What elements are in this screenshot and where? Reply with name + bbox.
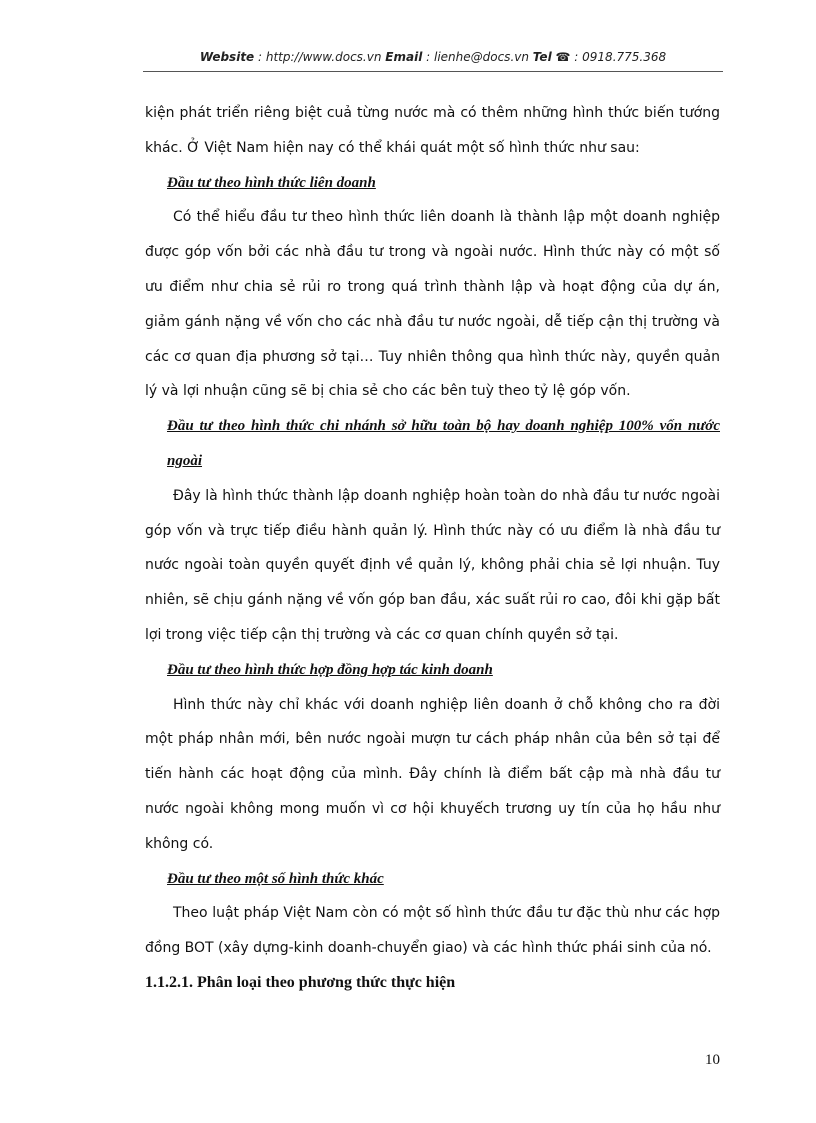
header-divider	[143, 71, 723, 72]
heading-wholly-owned: Đầu tư theo hình thức chi nhánh sở hữu toàn bộ hay doanh nghiệp 100% vốn nước ngoài	[167, 418, 720, 469]
heading-joint-venture: Đầu tư theo hình thức liên doanh	[167, 174, 376, 191]
page-number: 10	[705, 1052, 720, 1068]
phone-number: : 0918.775.368	[574, 50, 667, 64]
document-body	[145, 96, 720, 1001]
section-heading: 1.1.2.1. Phân loại theo phương thức thực hiện	[145, 973, 456, 991]
phone-icon: ☎	[555, 50, 571, 64]
paragraph-joint-venture: Có thể hiểu đầu tư theo hình thức liên doanh là thành lập một doanh nghiệp được góp vốn bởi các nhà đầu tư trong và ngoài nước. Hình thức này có một số ưu điểm như chia sẻ rủi ro trong quá trình thành lập và hoạt động của dự án, giảm gánh nặng về vốn cho các nhà đầu tư nước ngoài, dễ tiếp cận thị trường và các cơ quan địa phương sở tại… Tuy nhiên thông qua hình thức này, quyền quản lý và lợi nhuận cũng sẽ bị chia sẻ cho các bên tuỳ theo tỷ lệ góp vốn.	[145, 209, 720, 400]
paragraph-other-forms: Theo luật pháp Việt Nam còn có một số hình thức đầu tư đặc thù như các hợp đồng BOT (xây dựng-kinh doanh-chuyển giao) và các hình thức phái sinh của nó.	[145, 905, 720, 957]
website-separator: :	[254, 50, 266, 64]
tel-label: Tel	[532, 50, 552, 64]
paragraph-business-cooperation: Hình thức này chỉ khác với doanh nghiệp liên doanh ở chỗ không cho ra đời một pháp nhân mới, bên nước ngoài mượn tư cách pháp nhân của bên sở tại để tiến hành các hoạt động của mình. Đây chính là điểm bất cập mà nhà đầu tư nước ngoài không mong muốn vì cơ hội khuyếch trương uy tín của họ hầu như không có.	[145, 696, 720, 852]
page-header	[143, 50, 723, 64]
website-url[interactable]: http://www.docs.vn	[265, 50, 382, 64]
paragraph-wholly-owned: Đây là hình thức thành lập doanh nghiệp hoàn toàn do nhà đầu tư nước ngoài góp vốn và trực tiếp điều hành quản lý. Hình thức này có ưu điểm là nhà đầu tư nước ngoài toàn quyền quyết định về quản lý, không phải chia sẻ lợi nhuận. Tuy nhiên, sẽ chịu gánh nặng về vốn góp ban đầu, xác suất rủi ro cao, đôi khi gặp bất lợi trong việc tiếp cận thị trường và các cơ quan chính quyền sở tại.	[145, 487, 720, 643]
email-address[interactable]: lienhe@docs.vn	[433, 50, 529, 64]
heading-business-cooperation: Đầu tư theo hình thức hợp đồng hợp tác kinh doanh	[167, 661, 493, 678]
email-label: Email	[385, 50, 423, 64]
heading-other-forms: Đầu tư theo một số hình thức khác	[167, 870, 384, 887]
intro-paragraph: kiện phát triển riêng biệt cuả từng nước mà có thêm những hình thức biến tướng khác. Ở Việt Nam hiện nay có thể khái quát một số hình thức như sau:	[145, 105, 720, 156]
website-label: Website	[199, 50, 255, 64]
email-separator: :	[422, 50, 434, 64]
